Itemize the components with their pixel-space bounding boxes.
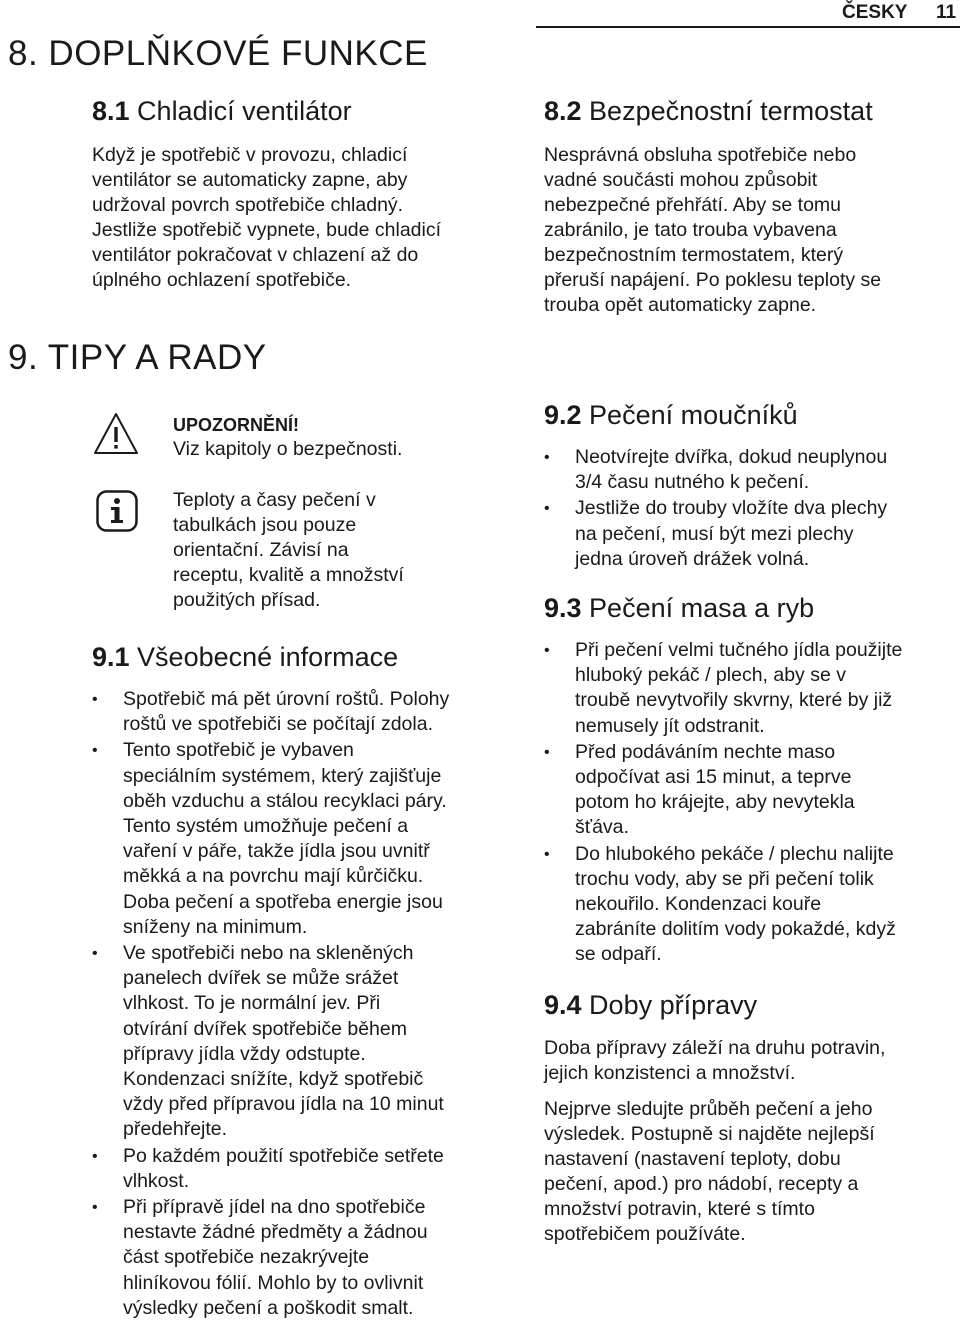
page-number: 11 xyxy=(936,2,957,23)
paragraph-line: ventilátor se automaticky zapne, aby xyxy=(92,169,408,191)
warning-notice xyxy=(173,413,503,462)
paragraph-line: pečení, apod.) pro nádobí, recepty a xyxy=(544,1173,859,1195)
subsection-9-1-heading: Všeobecné informace xyxy=(129,642,399,672)
subsection-9-4-heading: Doby přípravy xyxy=(581,990,758,1020)
list-item-line: • Jestliže do trouby vložíte dva plechy xyxy=(575,497,888,520)
subsection-8-1-title xyxy=(92,96,352,127)
subsection-9-3-title xyxy=(544,593,814,624)
subsection-8-1-number: 8.1 xyxy=(92,96,130,126)
list-item-line: • Při přípravě jídel na dno spotřebiče xyxy=(123,1196,426,1219)
list-item-line: Kondenzaci snížíte, když spotřebič xyxy=(123,1068,424,1091)
list-item-line: se odpaří. xyxy=(575,943,662,966)
paragraph-line: spotřebičem používáte. xyxy=(544,1223,746,1245)
list-item-line: na pečení, musí být mezi plechy xyxy=(575,522,854,545)
warning-icon xyxy=(92,410,140,458)
list-item-line: oběh vzduchu a stálou recyklaci páry. xyxy=(123,789,447,812)
list-item-line: troubě nevytvořily skvrny, které by již xyxy=(575,689,893,712)
list-item xyxy=(544,740,960,841)
list-item-line: Tento systém umožňuje pečení a xyxy=(123,815,409,838)
paragraph-line: výsledek. Postupně si najděte nejlepší xyxy=(544,1123,875,1145)
subsection-8-1-heading: Chladicí ventilátor xyxy=(129,96,352,126)
list-item-line: trochu vody, aby se při pečení tolik xyxy=(575,867,874,890)
list-item xyxy=(92,738,522,940)
paragraph-line: udržoval povrch spotřebiče chladný. xyxy=(92,194,404,216)
paragraph-line: Nejprve sledujte průběh pečení a jeho xyxy=(544,1098,873,1120)
subsection-9-1-list xyxy=(92,687,522,1322)
list-item-line: vlhkost. xyxy=(123,1169,190,1192)
subsection-9-3-number: 9.3 xyxy=(544,593,582,623)
list-item-line: • Spotřebič má pět úrovní roštů. Polohy xyxy=(123,688,450,710)
list-item-line: nestavte žádné předměty a žádnou xyxy=(123,1221,428,1244)
paragraph-line: množství potravin, které s tímto xyxy=(544,1198,815,1220)
subsection-9-4-para-2 xyxy=(544,1097,954,1247)
list-item-line: odpočívat asi 15 minut, a teprve xyxy=(575,766,852,789)
list-item-line: otvírání dvířek spotřebiče během xyxy=(123,1017,407,1040)
list-item-line: • Tento spotřebič je vybaven xyxy=(123,739,354,762)
list-item-line: roštů ve spotřebiči se počítají zdola. xyxy=(123,713,433,736)
list-item-line: zabráníte dolitím vody pokaždé, když xyxy=(575,918,896,941)
info-line: Teploty a časy pečení v xyxy=(173,489,376,511)
list-item-line: výsledky pečení a poškodit smalt. xyxy=(123,1296,414,1319)
info-line: orientační. Závisí na xyxy=(173,539,349,561)
list-item-line: sníženy na minimum. xyxy=(123,915,308,938)
paragraph-line: jejich konzistenci a množství. xyxy=(544,1062,796,1084)
list-item-line: měkká a na povrchu mají kůrčičku. xyxy=(123,865,424,888)
list-item-line: • Před podáváním nechte maso xyxy=(575,740,836,763)
list-item-line: jedna úroveň drážek volná. xyxy=(575,547,810,570)
warning-text: Viz kapitoly o bezpečnosti. xyxy=(173,438,403,460)
subsection-9-2-heading: Pečení moučníků xyxy=(581,400,798,430)
list-item-line: • Neotvírejte dvířka, dokud neuplynou xyxy=(575,446,888,468)
list-item-line: • Ve spotřebiči nebo na skleněných xyxy=(123,942,414,965)
subsection-8-2-title xyxy=(544,96,873,127)
list-item-line: • Do hlubokého pekáče / plechu nalijte xyxy=(575,842,894,865)
list-item-line: panelech dvířek se může srážet xyxy=(123,967,399,990)
subsection-9-4-para-1 xyxy=(544,1036,954,1086)
subsection-9-4-number: 9.4 xyxy=(544,990,582,1020)
list-item-line: nekouřilo. Kondenzaci kouře xyxy=(575,893,822,916)
list-item-line: • Po každém použití spotřebiče setřete xyxy=(123,1144,444,1167)
list-item-line: 3/4 času nutného k pečení. xyxy=(575,471,810,494)
list-item-line: vaření v páře, takže jídla jsou uvnitř xyxy=(123,840,430,863)
paragraph-line: zabránilo, je tato trouba vybavena xyxy=(544,219,837,241)
list-item-line: část spotřebiče nezakrývejte xyxy=(123,1246,370,1269)
subsection-9-3-list xyxy=(544,638,960,969)
subsection-9-3-heading: Pečení masa a ryb xyxy=(581,593,815,623)
subsection-9-2-title xyxy=(544,400,798,431)
list-item-line: šťáva. xyxy=(575,816,629,839)
warning-title: UPOZORNĚNÍ! xyxy=(173,415,299,435)
paragraph-line: trouba opět automaticky zapne. xyxy=(544,294,817,316)
language-label: ČESKY xyxy=(842,2,908,23)
paragraph-line: Doba přípravy záleží na druhu potravin, xyxy=(544,1037,886,1059)
list-item-line: vždy před přípravou jídla na 10 minut xyxy=(123,1093,444,1116)
paragraph-line: bezpečnostním termostatem, který xyxy=(544,244,844,266)
subsection-8-2-number: 8.2 xyxy=(544,96,582,126)
info-notice xyxy=(173,488,503,613)
section-9-title: 9. TIPY A RADY xyxy=(8,338,267,377)
subsection-9-1-number: 9.1 xyxy=(92,642,130,672)
list-item xyxy=(92,1195,522,1321)
paragraph-line: Jestliže spotřebič vypnete, bude chladicí xyxy=(92,219,442,241)
section-8-title: 8. DOPLŇKOVÉ FUNKCE xyxy=(8,34,428,73)
subsection-9-4-title xyxy=(544,990,757,1021)
list-item xyxy=(544,842,960,968)
list-item-line: hluboký pekáč / plech, aby se v xyxy=(575,664,846,687)
list-item xyxy=(544,638,960,739)
list-item-line: vlhkost. To je normální jev. Při xyxy=(123,992,381,1015)
paragraph-line: Když je spotřebič v provozu, chladicí xyxy=(92,144,408,166)
info-icon xyxy=(96,490,138,532)
paragraph-line: Nesprávná obsluha spotřebiče nebo xyxy=(544,144,857,166)
list-item-line: speciálním systémem, který zajišťuje xyxy=(123,764,442,787)
paragraph-line: přeruší napájení. Po poklesu teploty se xyxy=(544,269,882,291)
paragraph-line: úplného ochlazení spotřebiče. xyxy=(92,269,352,291)
list-item xyxy=(544,496,954,572)
subsection-8-2-body xyxy=(544,143,954,318)
list-item-line: • Při pečení velmi tučného jídla použijte xyxy=(575,639,903,661)
list-item-line: Doba pečení a spotřeba energie jsou xyxy=(123,890,443,913)
paragraph-line: nebezpečné přehřátí. Aby se tomu xyxy=(544,194,842,216)
list-item-line: předehřejte. xyxy=(123,1118,228,1141)
list-item xyxy=(92,687,522,737)
list-item-line: přípravy jídla vždy odstupte. xyxy=(123,1042,366,1065)
info-line: receptu, kvalitě a množství xyxy=(173,564,404,586)
subsection-9-1-title xyxy=(92,642,398,673)
list-item xyxy=(92,1144,522,1194)
list-item-line: hliníkovou fólií. Mohlo by to ovlivnit xyxy=(123,1271,424,1294)
subsection-9-2-number: 9.2 xyxy=(544,400,582,430)
list-item xyxy=(92,941,522,1143)
header-rule xyxy=(536,26,960,28)
info-line: použitých přísad. xyxy=(173,589,321,611)
subsection-8-1-body xyxy=(92,143,512,293)
list-item xyxy=(544,445,954,495)
paragraph-line: nastavení (nastavení teploty, dobu xyxy=(544,1148,841,1170)
info-line: tabulkách jsou pouze xyxy=(173,514,357,536)
list-item-line: nemusely jít odstranit. xyxy=(575,714,765,737)
paragraph-line: vadné součásti mohou způsobit xyxy=(544,169,818,191)
subsection-9-2-list xyxy=(544,445,954,573)
paragraph-line: ventilátor pokračovat v chlazení až do xyxy=(92,244,419,266)
list-item-line: potom ho krájejte, aby nevytekla xyxy=(575,791,855,814)
subsection-8-2-heading: Bezpečnostní termostat xyxy=(581,96,873,126)
